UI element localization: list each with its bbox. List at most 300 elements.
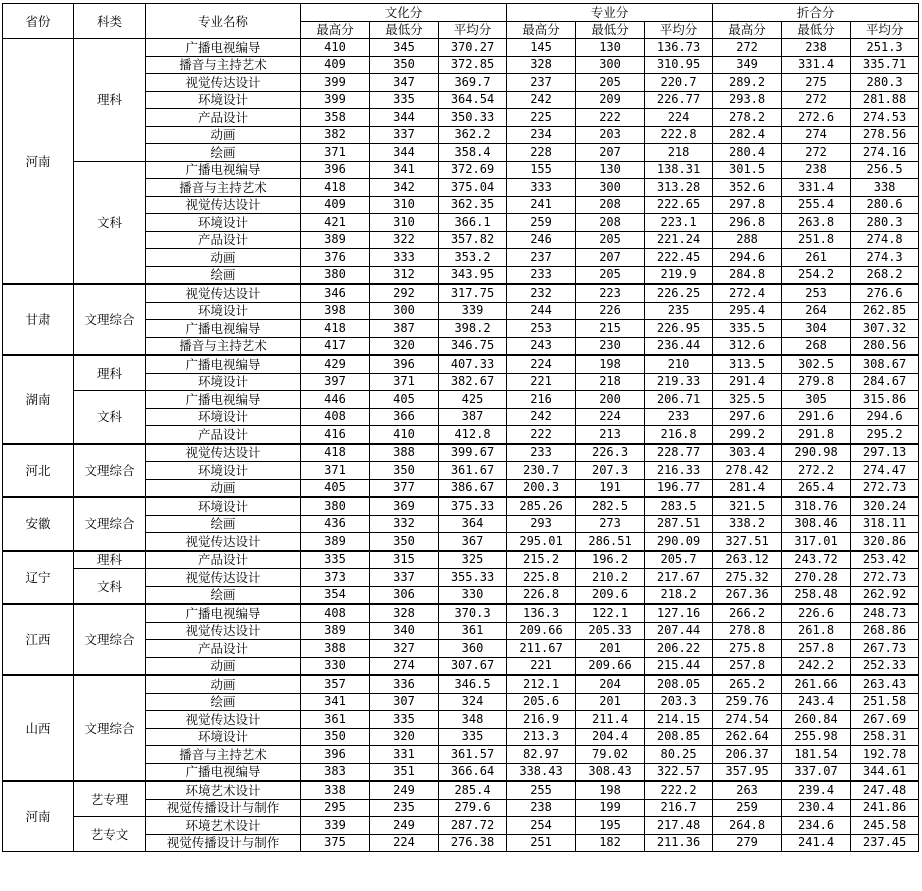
- score-cell: 278.42: [713, 462, 782, 480]
- score-cell: 226.6: [782, 604, 851, 622]
- score-cell: 203.3: [645, 693, 713, 711]
- score-cell: 310.95: [645, 56, 713, 74]
- score-cell: 296.8: [713, 214, 782, 232]
- score-cell: 325.5: [713, 391, 782, 409]
- major-cell: 广播电视编导: [146, 763, 301, 781]
- score-cell: 387: [439, 408, 507, 426]
- score-cell: 320.86: [851, 533, 919, 551]
- score-cell: 232: [507, 284, 576, 302]
- score-cell: 405: [301, 479, 370, 497]
- score-cell: 300: [370, 302, 439, 320]
- score-cell: 268: [782, 337, 851, 355]
- score-cell: 328: [507, 56, 576, 74]
- category-cell: 艺专理: [74, 781, 146, 817]
- score-cell: 320: [370, 337, 439, 355]
- score-cell: 82.97: [507, 746, 576, 764]
- score-cell: 335: [301, 551, 370, 569]
- score-cell: 259.76: [713, 693, 782, 711]
- score-cell: 274.53: [851, 109, 919, 127]
- score-cell: 262.92: [851, 586, 919, 604]
- category-cell: 理科: [74, 551, 146, 569]
- score-cell: 216: [507, 391, 576, 409]
- major-cell: 视觉传达设计: [146, 284, 301, 302]
- score-cell: 312.6: [713, 337, 782, 355]
- score-cell: 238: [782, 39, 851, 57]
- score-cell: 396: [301, 746, 370, 764]
- major-cell: 绘画: [146, 693, 301, 711]
- score-cell: 136.73: [645, 39, 713, 57]
- score-cell: 273: [576, 515, 645, 533]
- score-cell: 399: [301, 74, 370, 92]
- score-cell: 275.8: [713, 640, 782, 658]
- score-cell: 370.27: [439, 39, 507, 57]
- score-cell: 241.86: [851, 799, 919, 817]
- score-cell: 226.25: [645, 284, 713, 302]
- score-cell: 257.8: [782, 640, 851, 658]
- score-cell: 255: [507, 781, 576, 799]
- score-cell: 236.44: [645, 337, 713, 355]
- score-cell: 295.2: [851, 426, 919, 444]
- score-cell: 208: [576, 214, 645, 232]
- score-cell: 198: [576, 355, 645, 373]
- score-cell: 279.6: [439, 799, 507, 817]
- score-cell: 335: [370, 711, 439, 729]
- profession-max-header: 最高分: [507, 21, 576, 39]
- score-cell: 421: [301, 214, 370, 232]
- score-cell: 218: [576, 373, 645, 391]
- score-cell: 338: [301, 781, 370, 799]
- score-cell: 375.33: [439, 497, 507, 515]
- score-cell: 264.8: [713, 817, 782, 835]
- culture-avg-header: 平均分: [439, 21, 507, 39]
- score-cell: 290.98: [782, 444, 851, 462]
- major-cell: 产品设计: [146, 109, 301, 127]
- score-cell: 285.4: [439, 781, 507, 799]
- major-cell: 视觉传达设计: [146, 711, 301, 729]
- score-cell: 261.66: [782, 675, 851, 693]
- score-cell: 318.11: [851, 515, 919, 533]
- major-cell: 广播电视编导: [146, 161, 301, 179]
- table-row: [3, 39, 919, 57]
- score-cell: 362.2: [439, 126, 507, 144]
- score-cell: 425: [439, 391, 507, 409]
- score-cell: 336: [370, 675, 439, 693]
- score-cell: 208.05: [645, 675, 713, 693]
- major-cell: 产品设计: [146, 426, 301, 444]
- score-cell: 201: [576, 640, 645, 658]
- score-cell: 320: [370, 728, 439, 746]
- score-cell: 237.45: [851, 834, 919, 852]
- score-cell: 221: [507, 373, 576, 391]
- score-cell: 215: [576, 320, 645, 338]
- score-cell: 205: [576, 74, 645, 92]
- score-cell: 207: [576, 249, 645, 267]
- score-cell: 436: [301, 515, 370, 533]
- score-cell: 295.01: [507, 533, 576, 551]
- score-cell: 291.4: [713, 373, 782, 391]
- score-cell: 258.48: [782, 586, 851, 604]
- score-cell: 224: [576, 408, 645, 426]
- score-cell: 226: [576, 302, 645, 320]
- score-cell: 328: [370, 604, 439, 622]
- score-cell: 367: [439, 533, 507, 551]
- major-cell: 广播电视编导: [146, 604, 301, 622]
- score-cell: 280.3: [851, 74, 919, 92]
- score-cell: 357: [301, 675, 370, 693]
- score-cell: 376: [301, 249, 370, 267]
- combined-avg-header: 平均分: [851, 21, 919, 39]
- score-cell: 261: [782, 249, 851, 267]
- score-cell: 276.38: [439, 834, 507, 852]
- major-cell: 视觉传达设计: [146, 444, 301, 462]
- score-cell: 209.66: [576, 657, 645, 675]
- province-header: 省份: [3, 4, 74, 39]
- score-cell: 205.33: [576, 622, 645, 640]
- score-cell: 224: [370, 834, 439, 852]
- score-cell: 268.2: [851, 266, 919, 284]
- score-cell: 386.67: [439, 479, 507, 497]
- score-cell: 280.56: [851, 337, 919, 355]
- score-cell: 320.24: [851, 497, 919, 515]
- score-cell: 130: [576, 39, 645, 57]
- province-cell: 安徽: [3, 497, 74, 551]
- major-cell: 视觉传达设计: [146, 196, 301, 214]
- score-cell: 245.58: [851, 817, 919, 835]
- score-cell: 338.2: [713, 515, 782, 533]
- score-cell: 294.6: [713, 249, 782, 267]
- table-row: [3, 444, 919, 462]
- score-cell: 335.71: [851, 56, 919, 74]
- score-cell: 366: [370, 408, 439, 426]
- score-cell: 226.8: [507, 586, 576, 604]
- score-cell: 246: [507, 231, 576, 249]
- score-cell: 371: [301, 462, 370, 480]
- score-cell: 251.3: [851, 39, 919, 57]
- score-cell: 155: [507, 161, 576, 179]
- score-cell: 206.37: [713, 746, 782, 764]
- score-cell: 366.64: [439, 763, 507, 781]
- score-cell: 315.86: [851, 391, 919, 409]
- score-cell: 295: [301, 799, 370, 817]
- score-cell: 361.67: [439, 462, 507, 480]
- score-cell: 234.6: [782, 817, 851, 835]
- score-cell: 272: [713, 39, 782, 57]
- table-row: [3, 817, 919, 835]
- score-cell: 317.01: [782, 533, 851, 551]
- major-cell: 环境设计: [146, 91, 301, 109]
- score-cell: 297.8: [713, 196, 782, 214]
- score-cell: 353.2: [439, 249, 507, 267]
- score-cell: 208.85: [645, 728, 713, 746]
- score-cell: 409: [301, 56, 370, 74]
- score-cell: 262.85: [851, 302, 919, 320]
- score-cell: 258.31: [851, 728, 919, 746]
- major-cell: 播音与主持艺术: [146, 179, 301, 197]
- score-cell: 388: [370, 444, 439, 462]
- score-cell: 382: [301, 126, 370, 144]
- score-cell: 216.9: [507, 711, 576, 729]
- score-cell: 251.8: [782, 231, 851, 249]
- major-cell: 环境设计: [146, 462, 301, 480]
- score-cell: 416: [301, 426, 370, 444]
- score-cell: 346: [301, 284, 370, 302]
- score-cell: 313.28: [645, 179, 713, 197]
- score-cell: 205: [576, 231, 645, 249]
- province-cell: 河南: [3, 39, 74, 285]
- score-cell: 317.75: [439, 284, 507, 302]
- score-cell: 207.3: [576, 462, 645, 480]
- major-cell: 广播电视编导: [146, 320, 301, 338]
- score-cell: 201: [576, 693, 645, 711]
- score-cell: 282.4: [713, 126, 782, 144]
- score-cell: 408: [301, 604, 370, 622]
- score-cell: 344.61: [851, 763, 919, 781]
- score-cell: 206.22: [645, 640, 713, 658]
- score-cell: 337.07: [782, 763, 851, 781]
- score-cell: 350: [301, 728, 370, 746]
- score-cell: 341: [370, 161, 439, 179]
- score-cell: 215.2: [507, 551, 576, 569]
- score-cell: 208: [576, 196, 645, 214]
- score-cell: 210: [645, 355, 713, 373]
- score-cell: 352.6: [713, 179, 782, 197]
- score-cell: 382.67: [439, 373, 507, 391]
- score-cell: 380: [301, 266, 370, 284]
- score-cell: 238: [507, 799, 576, 817]
- table-row: [3, 497, 919, 515]
- score-cell: 312: [370, 266, 439, 284]
- score-cell: 259: [713, 799, 782, 817]
- score-cell: 262.64: [713, 728, 782, 746]
- score-cell: 233: [645, 408, 713, 426]
- major-cell: 绘画: [146, 515, 301, 533]
- score-cell: 233: [507, 444, 576, 462]
- score-cell: 199: [576, 799, 645, 817]
- score-cell: 204.4: [576, 728, 645, 746]
- score-cell: 300: [576, 56, 645, 74]
- score-cell: 342: [370, 179, 439, 197]
- score-cell: 228.77: [645, 444, 713, 462]
- score-cell: 288: [713, 231, 782, 249]
- score-cell: 280.6: [851, 196, 919, 214]
- table-row: [3, 675, 919, 693]
- score-cell: 370.3: [439, 604, 507, 622]
- score-cell: 247.48: [851, 781, 919, 799]
- score-cell: 272.2: [782, 462, 851, 480]
- score-cell: 361.57: [439, 746, 507, 764]
- score-cell: 138.31: [645, 161, 713, 179]
- score-cell: 267.73: [851, 640, 919, 658]
- score-cell: 263.12: [713, 551, 782, 569]
- culture-max-header: 最高分: [301, 21, 370, 39]
- score-cell: 200: [576, 391, 645, 409]
- major-cell: 环境艺术设计: [146, 817, 301, 835]
- score-cell: 267.69: [851, 711, 919, 729]
- score-cell: 357.82: [439, 231, 507, 249]
- category-cell: 文理综合: [74, 604, 146, 675]
- score-cell: 267.36: [713, 586, 782, 604]
- score-cell: 244: [507, 302, 576, 320]
- score-cell: 196.2: [576, 551, 645, 569]
- score-cell: 192.78: [851, 746, 919, 764]
- score-cell: 339: [301, 817, 370, 835]
- combined-score-header: 折合分: [713, 4, 919, 22]
- score-cell: 248.73: [851, 604, 919, 622]
- score-cell: 272: [782, 144, 851, 162]
- score-cell: 396: [301, 161, 370, 179]
- score-cell: 287.51: [645, 515, 713, 533]
- score-cell: 418: [301, 320, 370, 338]
- score-cell: 216.8: [645, 426, 713, 444]
- score-cell: 388: [301, 640, 370, 658]
- score-cell: 206.71: [645, 391, 713, 409]
- score-cell: 235: [645, 302, 713, 320]
- score-cell: 275: [782, 74, 851, 92]
- score-cell: 274.3: [851, 249, 919, 267]
- score-cell: 343.95: [439, 266, 507, 284]
- table-body: [3, 39, 919, 852]
- combined-min-header: 最低分: [782, 21, 851, 39]
- score-cell: 216.33: [645, 462, 713, 480]
- score-cell: 354: [301, 586, 370, 604]
- score-cell: 211.67: [507, 640, 576, 658]
- admission-score-table: [2, 3, 919, 852]
- score-cell: 253: [782, 284, 851, 302]
- province-cell: 山西: [3, 675, 74, 781]
- score-cell: 284.67: [851, 373, 919, 391]
- major-cell: 动画: [146, 479, 301, 497]
- score-cell: 230: [576, 337, 645, 355]
- score-cell: 221: [507, 657, 576, 675]
- major-cell: 环境设计: [146, 302, 301, 320]
- score-cell: 259: [507, 214, 576, 232]
- score-cell: 410: [370, 426, 439, 444]
- category-cell: 文科: [74, 569, 146, 605]
- score-cell: 241: [507, 196, 576, 214]
- score-cell: 234: [507, 126, 576, 144]
- score-cell: 291.8: [782, 426, 851, 444]
- score-cell: 254: [507, 817, 576, 835]
- score-cell: 237: [507, 74, 576, 92]
- score-cell: 293: [507, 515, 576, 533]
- score-cell: 182: [576, 834, 645, 852]
- major-cell: 动画: [146, 675, 301, 693]
- major-cell: 视觉传达设计: [146, 569, 301, 587]
- score-cell: 358.4: [439, 144, 507, 162]
- score-cell: 219.33: [645, 373, 713, 391]
- culture-score-header: 文化分: [301, 4, 507, 22]
- score-cell: 242.2: [782, 657, 851, 675]
- score-cell: 253: [507, 320, 576, 338]
- major-cell: 广播电视编导: [146, 355, 301, 373]
- score-cell: 252.33: [851, 657, 919, 675]
- score-cell: 291.6: [782, 408, 851, 426]
- score-cell: 274.47: [851, 462, 919, 480]
- score-cell: 338: [851, 179, 919, 197]
- score-cell: 263.43: [851, 675, 919, 693]
- score-cell: 249: [370, 817, 439, 835]
- score-cell: 205.7: [645, 551, 713, 569]
- score-cell: 375.04: [439, 179, 507, 197]
- score-cell: 209: [576, 91, 645, 109]
- score-cell: 362.35: [439, 196, 507, 214]
- score-cell: 389: [301, 231, 370, 249]
- score-cell: 265.4: [782, 479, 851, 497]
- score-cell: 209.6: [576, 586, 645, 604]
- score-cell: 80.25: [645, 746, 713, 764]
- score-cell: 224: [645, 109, 713, 127]
- score-cell: 281.4: [713, 479, 782, 497]
- score-cell: 369: [370, 497, 439, 515]
- score-cell: 203: [576, 126, 645, 144]
- score-cell: 278.8: [713, 622, 782, 640]
- score-cell: 264: [782, 302, 851, 320]
- score-cell: 350.33: [439, 109, 507, 127]
- score-cell: 409: [301, 196, 370, 214]
- table-row: [3, 569, 919, 587]
- score-cell: 237: [507, 249, 576, 267]
- score-cell: 295.4: [713, 302, 782, 320]
- score-cell: 222.8: [645, 126, 713, 144]
- score-cell: 410: [301, 39, 370, 57]
- category-cell: 艺专文: [74, 817, 146, 852]
- major-cell: 环境设计: [146, 373, 301, 391]
- score-cell: 274.54: [713, 711, 782, 729]
- score-cell: 222.2: [645, 781, 713, 799]
- score-cell: 307: [370, 693, 439, 711]
- score-cell: 207: [576, 144, 645, 162]
- score-cell: 330: [439, 586, 507, 604]
- score-cell: 218: [645, 144, 713, 162]
- profession-avg-header: 平均分: [645, 21, 713, 39]
- score-cell: 408: [301, 408, 370, 426]
- header-row-top: [3, 4, 919, 22]
- score-cell: 215.44: [645, 657, 713, 675]
- score-cell: 279: [713, 834, 782, 852]
- score-cell: 228: [507, 144, 576, 162]
- score-cell: 222.65: [645, 196, 713, 214]
- score-cell: 293.8: [713, 91, 782, 109]
- score-cell: 380: [301, 497, 370, 515]
- score-cell: 418: [301, 444, 370, 462]
- score-cell: 405: [370, 391, 439, 409]
- score-cell: 371: [301, 144, 370, 162]
- score-cell: 214.15: [645, 711, 713, 729]
- profession-score-header: 专业分: [507, 4, 713, 22]
- score-cell: 265.2: [713, 675, 782, 693]
- score-cell: 304: [782, 320, 851, 338]
- score-cell: 242: [507, 408, 576, 426]
- score-cell: 209.66: [507, 622, 576, 640]
- score-cell: 274.16: [851, 144, 919, 162]
- score-cell: 335.5: [713, 320, 782, 338]
- score-cell: 239.4: [782, 781, 851, 799]
- score-cell: 339: [439, 302, 507, 320]
- score-cell: 260.84: [782, 711, 851, 729]
- score-cell: 266.2: [713, 604, 782, 622]
- score-cell: 243.4: [782, 693, 851, 711]
- score-cell: 357.95: [713, 763, 782, 781]
- score-cell: 195: [576, 817, 645, 835]
- score-cell: 350: [370, 533, 439, 551]
- score-cell: 226.95: [645, 320, 713, 338]
- score-cell: 412.8: [439, 426, 507, 444]
- major-cell: 产品设计: [146, 551, 301, 569]
- score-cell: 397: [301, 373, 370, 391]
- score-cell: 369.7: [439, 74, 507, 92]
- score-cell: 226.77: [645, 91, 713, 109]
- score-cell: 294.6: [851, 408, 919, 426]
